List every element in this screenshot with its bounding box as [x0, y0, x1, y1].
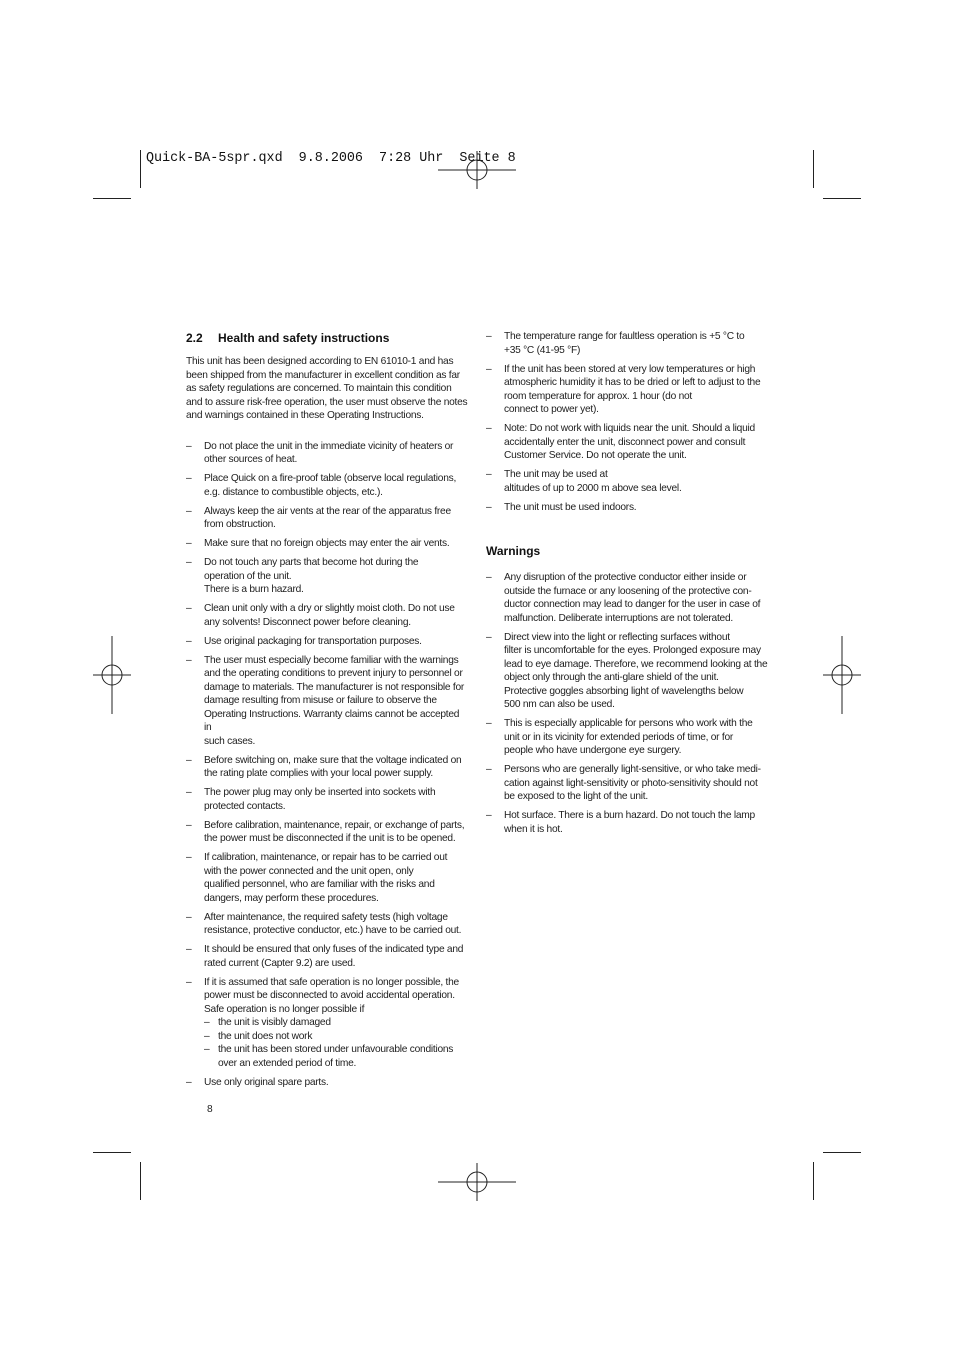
list-item-line: 500 nm can also be used.	[504, 699, 615, 710]
list-item	[186, 976, 468, 1071]
list-item-line: unit or in its vicinity for extended periods of time, or for	[504, 731, 734, 743]
list-item	[186, 472, 468, 499]
dash-bullet: –	[204, 1030, 210, 1042]
list-item-line: malfunction. Deliberate interruptions are not tolerated.	[504, 612, 733, 624]
dash-bullet: –	[186, 852, 192, 863]
list-item	[186, 851, 468, 905]
list-item	[186, 654, 468, 749]
section-heading	[186, 331, 468, 345]
list-item	[186, 635, 468, 649]
registration-mark-top	[438, 131, 516, 209]
dash-bullet: –	[486, 423, 492, 434]
list-item-line: Customer Service. Do not operate the unit.	[504, 450, 687, 461]
dash-bullet: –	[186, 787, 192, 798]
safety-list	[186, 440, 468, 1090]
sub-list-item-line: over an extended period of time.	[218, 1057, 357, 1069]
page-number: 8	[207, 1104, 213, 1115]
crop-mark	[140, 150, 141, 188]
list-item	[186, 505, 468, 532]
intro-line: as safety regulations are concerned. To maintain this condition	[186, 383, 452, 394]
list-item-line: It should be ensured that only fuses of the indicated type and	[204, 944, 464, 955]
dash-bullet: –	[186, 505, 192, 517]
dash-bullet: –	[186, 473, 192, 484]
list-item-line: such cases.	[204, 735, 256, 747]
list-item	[486, 631, 770, 712]
list-item-line: The temperature range for faultless operation is +5 °C to	[504, 331, 745, 342]
list-item-line: dangers, may perform these procedures.	[204, 892, 379, 904]
dash-bullet: –	[486, 331, 492, 342]
dash-bullet: –	[186, 557, 192, 568]
list-item-line: rated current (Capter 9.2) are used.	[204, 957, 356, 969]
list-item-line: The unit may be used at	[504, 469, 608, 480]
sub-list-item	[204, 1043, 468, 1070]
registration-mark-bottom	[438, 1143, 516, 1221]
list-item-line: Hot surface. There is a burn hazard. Do not touch the lamp	[504, 810, 755, 821]
list-item	[486, 330, 770, 357]
dash-bullet: –	[486, 718, 492, 729]
dash-bullet: –	[486, 363, 492, 375]
list-item	[486, 571, 770, 625]
list-item	[486, 501, 770, 515]
list-item-line: connect to power yet).	[504, 404, 599, 415]
list-item-line: Note: Do not work with liquids near the unit. Should a liquid	[504, 423, 755, 434]
dash-bullet: –	[486, 810, 492, 821]
list-item-line: and the operating conditions to prevent injury to personnel or	[204, 668, 463, 679]
intro-line: and warnings contained in these Operating Instructions.	[186, 410, 424, 421]
dash-bullet: –	[486, 631, 492, 643]
list-item	[186, 556, 468, 597]
print-slug: Quick-BA-5spr.qxd 9.8.2006 7:28 Uhr Seite 8	[146, 151, 516, 166]
list-item	[186, 537, 468, 551]
list-item-line: operation of the unit.	[204, 570, 292, 582]
dash-bullet: –	[486, 572, 492, 583]
dash-bullet: –	[186, 1076, 192, 1088]
dash-bullet: –	[186, 654, 192, 666]
list-item	[186, 602, 468, 629]
list-item-line: altitudes of up to 2000 m above sea level.	[504, 482, 682, 494]
list-item-line: damage resulting from misuse or failure to observe the	[204, 695, 437, 706]
list-item-line: outside the furnace or any loosening of the protective con-	[504, 585, 752, 597]
list-item	[486, 717, 770, 758]
left-column	[186, 330, 468, 1095]
list-item-line: Make sure that no foreign objects may enter the air vents.	[204, 538, 450, 549]
list-item-line: Always keep the air vents at the rear of the apparatus free	[204, 505, 451, 517]
dash-bullet: –	[186, 635, 192, 647]
section-number: 2.2	[186, 331, 203, 345]
list-item-line: filter is uncomfortable for the eyes. Prolonged exposure may	[504, 645, 761, 656]
dash-bullet: –	[486, 764, 492, 775]
list-item-line: If the unit has been stored at very low temperatures or high	[504, 363, 756, 375]
list-item-line: from obstruction.	[204, 519, 276, 530]
list-item-line: ductor connection may lead to danger for the user in case of	[504, 599, 761, 610]
list-item	[186, 440, 468, 467]
list-item-line: There is a burn hazard.	[204, 584, 304, 595]
crop-mark	[813, 150, 814, 188]
list-item-line: damage to materials. The manufacturer is not responsible for	[204, 681, 465, 693]
crop-mark	[823, 198, 861, 199]
list-item-line: This is especially applicable for persons who work with the	[504, 718, 753, 729]
list-item-line: Any disruption of the protective conductor either inside or	[504, 572, 747, 583]
dash-bullet: –	[186, 603, 192, 614]
list-item-line: with the power connected and the unit open, only	[204, 865, 414, 877]
dash-bullet: –	[486, 469, 492, 480]
list-item-line: Clean unit only with a dry or slightly moist cloth. Do not use	[204, 603, 455, 614]
list-item	[486, 809, 770, 836]
list-item-line: e.g. distance to combustible objects, etc.).	[204, 486, 383, 498]
dash-bullet: –	[204, 1017, 210, 1028]
list-item-line: Operating Instructions. Warranty claims cannot be accepted in	[204, 708, 460, 733]
list-item-line: Before calibration, maintenance, repair, or exchange of parts,	[204, 819, 465, 831]
intro-line: This unit has been designed according to EN 61010-1 and has	[186, 356, 454, 367]
dash-bullet: –	[486, 501, 492, 513]
dash-bullet: –	[186, 754, 192, 766]
crop-mark	[823, 1152, 861, 1153]
warnings-list	[486, 571, 770, 836]
registration-mark-right	[803, 636, 881, 714]
list-item-line: The user must especially become familiar with the warnings	[204, 654, 459, 666]
list-item-line: protected contacts.	[204, 800, 286, 812]
list-item-line: any solvents! Disconnect power before cleaning.	[204, 616, 411, 628]
sub-list-item-line: the unit is visibly damaged	[218, 1017, 331, 1028]
dash-bullet: –	[186, 819, 192, 831]
dash-bullet: –	[186, 911, 192, 923]
list-item-line: resistance, protective conductor, etc.) have to be carried out.	[204, 925, 462, 936]
list-item-line: The power plug may only be inserted into sockets with	[204, 787, 436, 798]
list-item-line: Before switching on, make sure that the voltage indicated on	[204, 754, 462, 766]
list-item	[186, 754, 468, 781]
list-item-line: other sources of heat.	[204, 454, 298, 465]
list-item-line: +35 °C (41-95 °F)	[504, 344, 581, 356]
right-column	[486, 330, 770, 842]
list-item	[186, 786, 468, 813]
list-item-line: Direct view into the light or reflecting surfaces without	[504, 631, 730, 643]
list-item-line: If it is assumed that safe operation is no longer possible, the	[204, 976, 459, 988]
sub-list	[204, 1016, 468, 1070]
intro-paragraph	[186, 355, 468, 423]
list-item-line: Do not place the unit in the immediate vicinity of heaters or	[204, 440, 454, 452]
list-item-line: when it is hot.	[504, 823, 563, 835]
dash-bullet: –	[186, 440, 192, 452]
list-item-line: atmospheric humidity it has to be dried or left to adjust to the	[504, 377, 761, 388]
list-item-line: Safe operation is no longer possible if	[204, 1003, 365, 1015]
intro-line: and to assure risk-free operation, the user must observe the notes	[186, 396, 468, 408]
crop-mark	[93, 1152, 131, 1153]
sub-list-item	[204, 1016, 468, 1030]
section-title: Health and safety instructions	[218, 331, 390, 345]
list-item-line: qualified personnel, who are familiar with the risks and	[204, 879, 435, 890]
list-item-line: the power must be disconnected if the unit is to be opened.	[204, 833, 456, 844]
list-item	[186, 943, 468, 970]
dash-bullet: –	[204, 1044, 210, 1055]
list-item	[486, 468, 770, 495]
list-item-line: Place Quick on a fire-proof table (observe local regulations,	[204, 473, 457, 484]
crop-mark	[140, 1162, 141, 1200]
crop-mark	[813, 1162, 814, 1200]
list-item-line: people who have undergone eye surgery.	[504, 745, 682, 756]
list-item	[486, 422, 770, 463]
list-item-line: The unit must be used indoors.	[504, 501, 637, 513]
list-item-line: power must be disconnected to avoid accidental operation.	[204, 990, 455, 1001]
list-item-line: accidentally enter the unit, disconnect power and consult	[504, 436, 746, 448]
list-item-line: object only through the anti-glare shield of the unit.	[504, 672, 719, 683]
list-item-line: If calibration, maintenance, or repair has to be carried out	[204, 852, 448, 863]
list-item-line: After maintenance, the required safety tests (high voltage	[204, 911, 448, 923]
list-item-line: be exposed to the light of the unit.	[504, 791, 648, 802]
dash-bullet: –	[186, 944, 192, 955]
crop-mark	[93, 198, 131, 199]
list-item-line: Protective goggles absorbing light of wavelengths below	[504, 685, 744, 697]
list-item-line: room temperature for approx. 1 hour (do not	[504, 390, 693, 402]
list-item-line: Use only original spare parts.	[204, 1076, 329, 1088]
dash-bullet: –	[186, 976, 192, 988]
list-item-line: the rating plate complies with your local power supply.	[204, 768, 433, 779]
list-item	[486, 763, 770, 804]
list-item	[486, 363, 770, 417]
list-item	[186, 911, 468, 938]
list-item-line: lead to eye damage. Therefore, we recommend looking at the	[504, 658, 768, 670]
list-item-line: Persons who are generally light-sensitive, or who take medi-	[504, 764, 761, 775]
list-item-line: Do not touch any parts that become hot during the	[204, 557, 419, 568]
sub-list-item-line: the unit does not work	[218, 1030, 313, 1042]
list-item	[186, 819, 468, 846]
sub-list-item-line: the unit has been stored under unfavourable conditions	[218, 1044, 454, 1055]
conditions-list	[486, 330, 770, 514]
list-item	[186, 1076, 468, 1090]
intro-line: been shipped from the manufacturer in excellent condition as far	[186, 369, 460, 381]
list-item-line: Use original packaging for transportation purposes.	[204, 635, 422, 647]
registration-mark-left	[73, 636, 151, 714]
sub-list-item	[204, 1030, 468, 1044]
dash-bullet: –	[186, 538, 192, 549]
warnings-heading: Warnings	[486, 544, 541, 558]
list-item-line: cation against light-sensitivity or photo-sensitivity should not	[504, 777, 758, 789]
